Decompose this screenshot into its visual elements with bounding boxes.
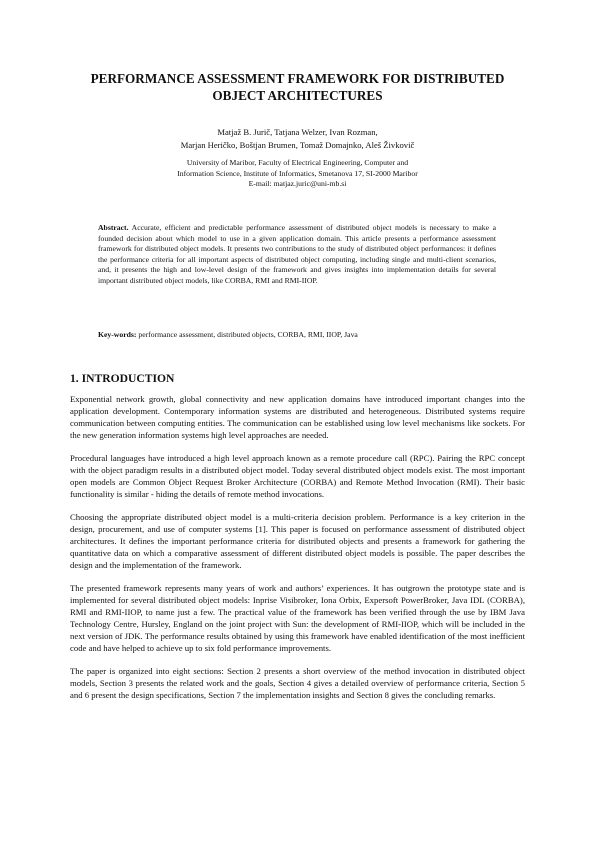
keywords <box>98 330 496 341</box>
body-paragraph: Exponential network growth, global connectivity and new application domains have introduced important changes into the application development. Contemporary information systems are distributed and heterogeneous. Distributed systems require communication between computing entities. The communication can be established using low level mechanisms like sockets. For the new generation information systems high level approaches are needed. <box>70 394 525 440</box>
keywords-text: performance assessment, distributed objects, CORBA, RMI, IIOP, Java <box>138 330 358 339</box>
abstract-text: Accurate, efficient and predictable performance assessment of distributed object models is necessary to make a founded decision about which model to use in a given application domain. This article presents a performance assessment framework for distributed object models. It presents two contributions to the study of distributed object performances: it defines the performance criteria for all important aspects of distributed object computing, including single and multi-client scenarios, and, it presents the high and low-level design of the framework and gives insights into implementation details for several important distributed object models, like CORBA, RMI and RMI-IIOP. <box>98 223 496 285</box>
body-paragraph: Choosing the appropriate distributed object model is a multi-criteria decision problem. Performance is a key criterion in the design, procurement, and use of computer systems [1]. This paper is focused on performance assessment of distributed object architectures. It defines the important performance criteria for distributed objects and presents a framework for gathering the quantitative data on which a comparative assessment of different distributed object models is possible. The paper describes the design and the implementation of the framework. <box>70 512 525 570</box>
keywords-label: Key-words: <box>98 330 137 339</box>
section-heading-introduction: 1. INTRODUCTION <box>70 372 175 385</box>
body-paragraph: The paper is organized into eight sections: Section 2 presents a short overview of the method invocation in distributed object models, Section 3 presents the related work and the goals, Section 4 gives a detailed overview of performance criteria, Section 5 and 6 present the design specifications, Section 7 the implementation insights and Section 8 gives the concluding remarks. <box>70 666 525 700</box>
author-list <box>60 126 535 152</box>
affiliation <box>90 158 505 190</box>
abstract-label: Abstract. <box>98 223 129 232</box>
title-line-2: OBJECT ARCHITECTURES <box>212 88 383 103</box>
body-paragraph: The presented framework represents many years of work and authors’ experiences. It has outgrown the prototype state and is implemented for several distributed object models: Inprise Visibroker, Iona Orbix, Expersoft PowerBroker, Java IDL (CORBA), RMI and RMI-IIOP, to name just a few. The practical value of the framework has been verified through the use by IBM Java Technology Centre, Hursley, England on the joint project with Sun: the development of RMI-IIOP, which will be included in the next version of JDK. The performance results obtained by using this framework have enabled identification of the most inefficient code and have helped to achieve up to six fold performance improvements. <box>70 583 525 653</box>
author-email: E-mail: matjaz.juric@uni-mb.si <box>248 179 347 188</box>
body-paragraph: Procedural languages have introduced a high level approach known as a remote procedure call (RPC). Pairing the RPC concept with the object paradigm results in a distributed object model. Today several distributed object models exist. The most important open models are Common Object Request Broker Architecture (CORBA) and Remote Method Invocation (RMI). Their basic functionality is similar - hiding the details of remote method invocations. <box>70 453 525 499</box>
paper-title <box>70 70 525 104</box>
authors-line-2: Marjan Heričko, Boštjan Brumen, Tomaž Domajnko, Aleš Živkovič <box>180 140 415 150</box>
abstract <box>98 223 496 286</box>
affiliation-line-1: University of Maribor, Faculty of Electrical Engineering, Computer and <box>186 158 409 167</box>
title-line-1: PERFORMANCE ASSESSMENT FRAMEWORK FOR DISTRIBUTED <box>90 71 505 86</box>
affiliation-line-2: Information Science, Institute of Informatics, Smetanova 17, SI-2000 Maribor <box>177 168 418 178</box>
authors-line-1: Matjaž B. Jurič, Tatjana Welzer, Ivan Rozman, <box>217 127 378 137</box>
introduction-body <box>70 393 525 712</box>
